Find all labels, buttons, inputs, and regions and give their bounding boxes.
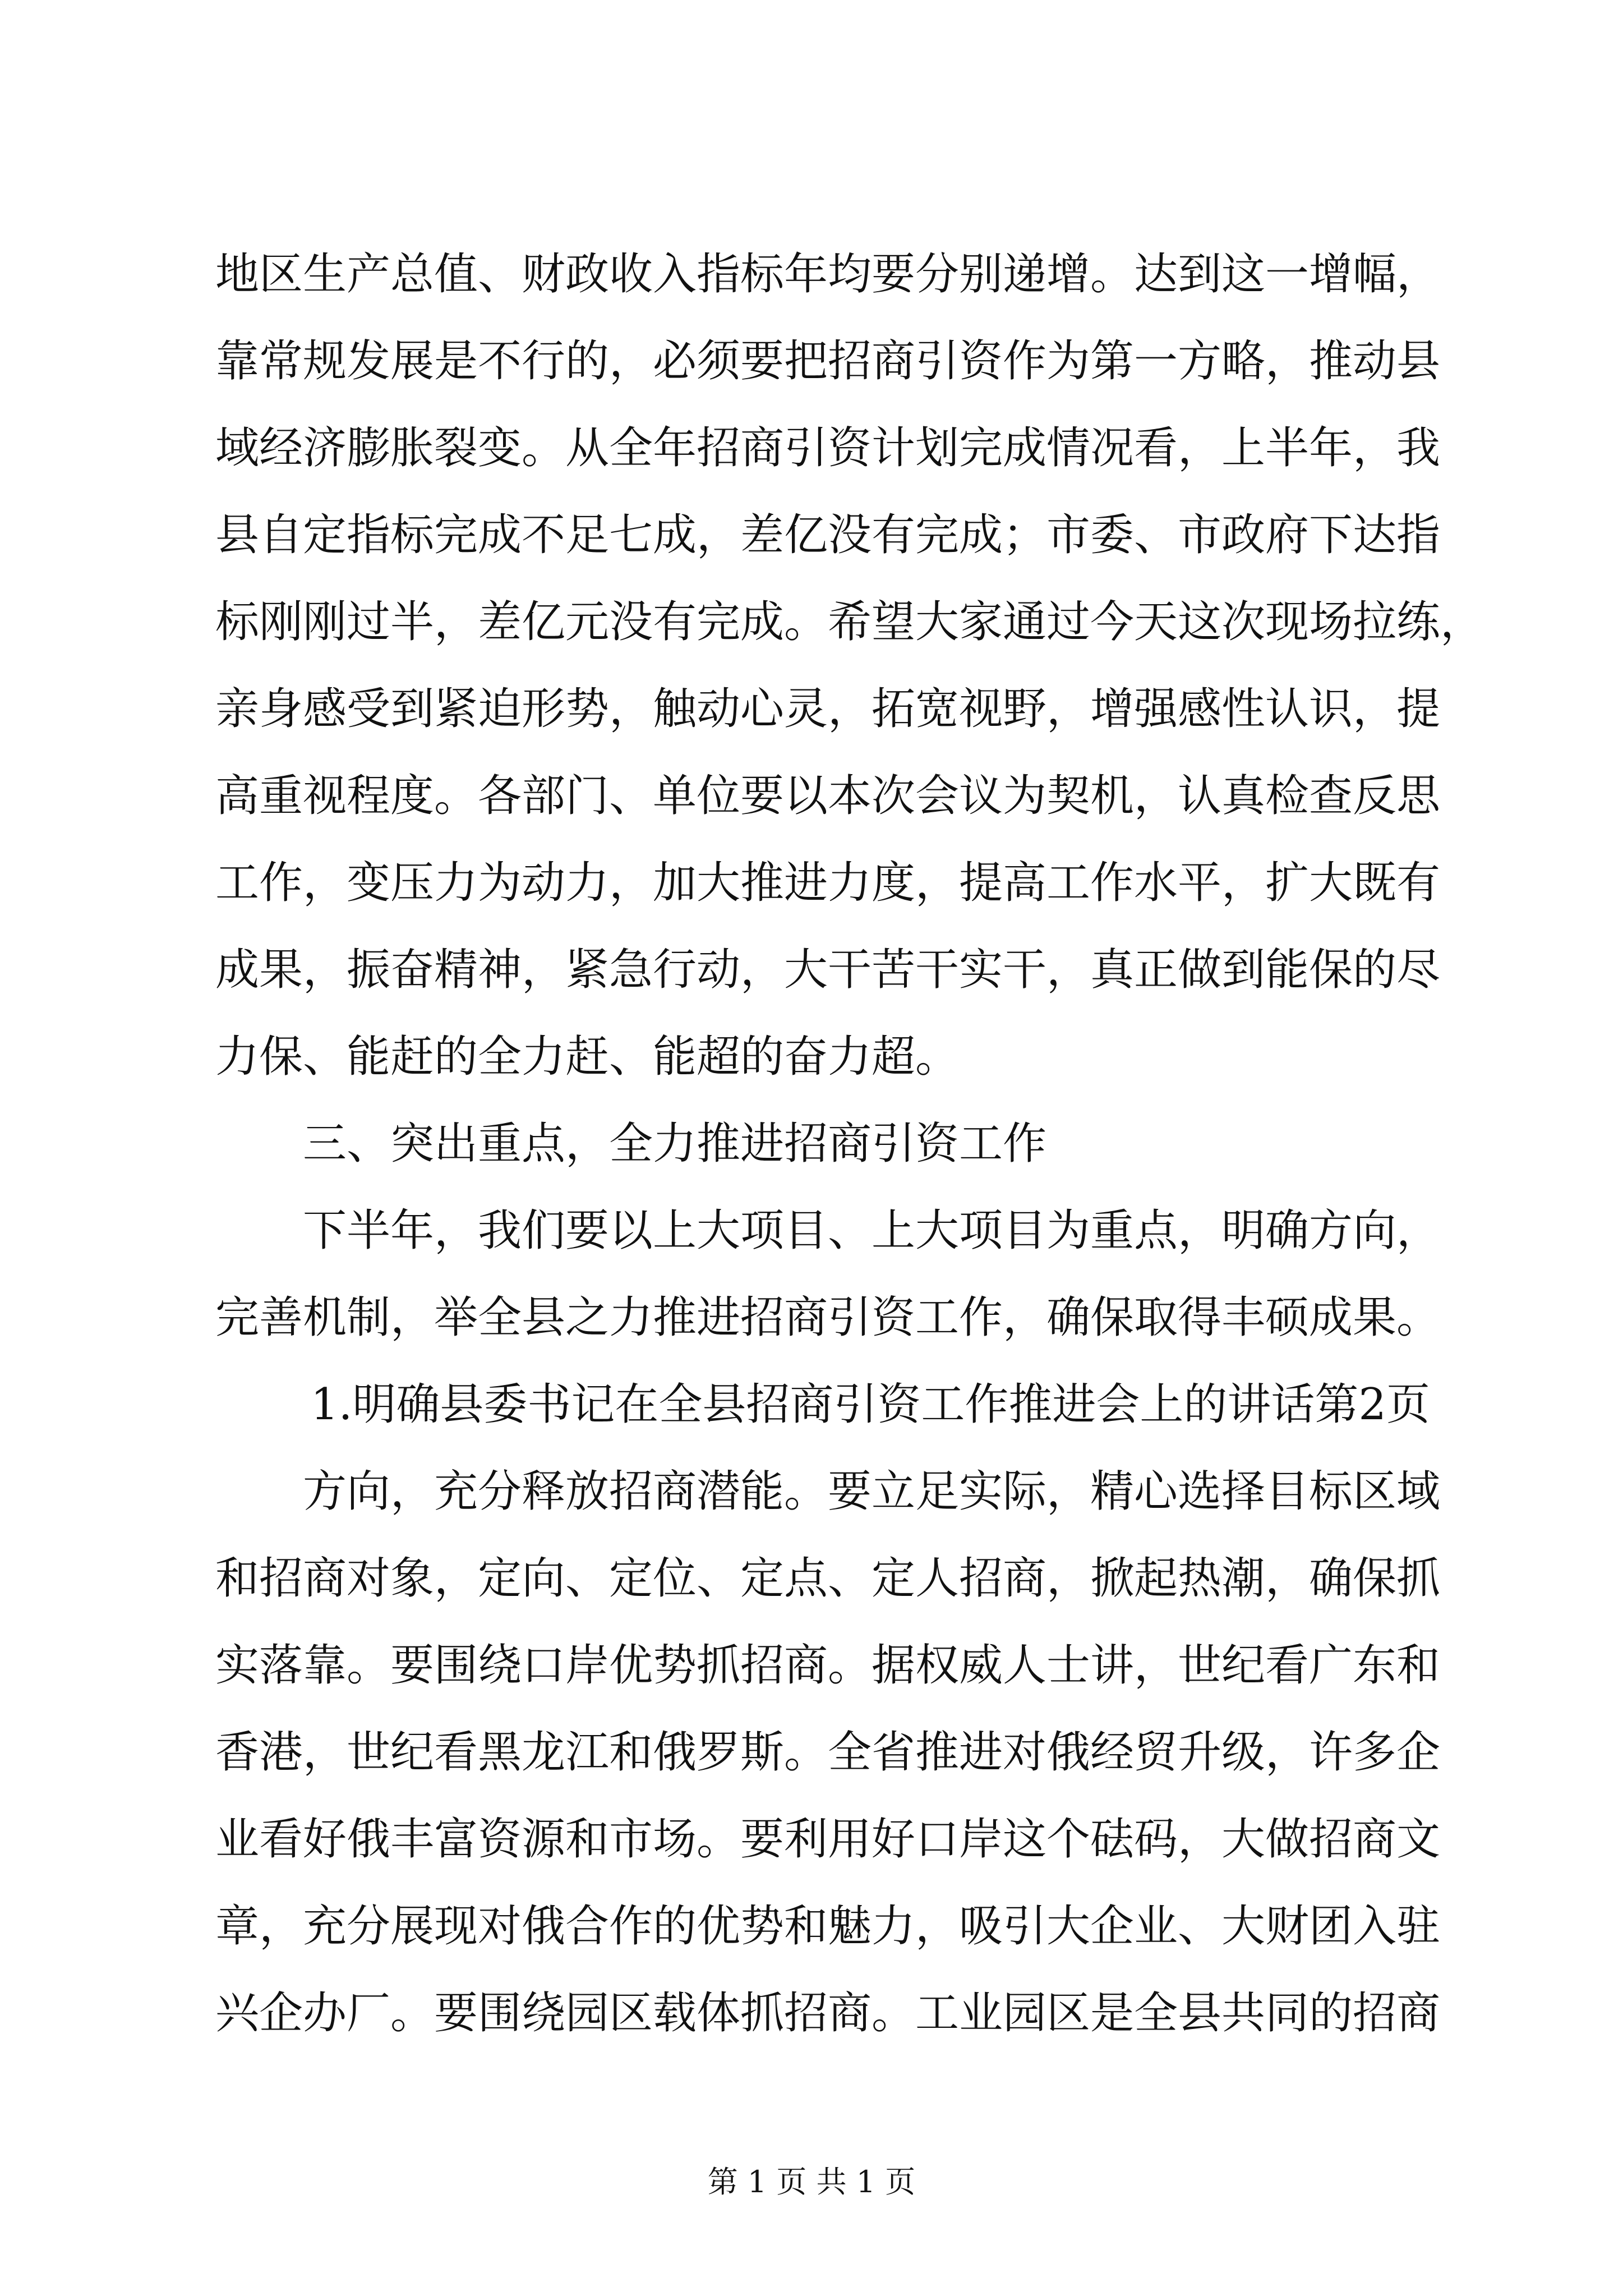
text-line: 地区生产总值、财政收入指标年均要分别递增。达到这一增幅， bbox=[215, 249, 1441, 300]
text-line: 成果，振奋精神，紧急行动，大干苦干实干，真正做到能保的尽 bbox=[215, 945, 1441, 995]
text-line: 高重视程度。各部门、单位要以本次会议为契机，认真检查反思 bbox=[215, 771, 1441, 821]
text-line: 兴企办厂。要围绕园区载体抓招商。工业园区是全县共同的招商 bbox=[215, 1988, 1441, 2039]
text-line: 香港，世纪看黑龙江和俄罗斯。全省推进对俄经贸升级，许多企 bbox=[215, 1727, 1441, 1778]
text-line: 方向，充分释放招商潜能。要立足实际，精心选择目标区域 bbox=[303, 1466, 1441, 1517]
text-line: 实落靠。要围绕口岸优势抓招商。据权威人士讲，世纪看广东和 bbox=[215, 1640, 1441, 1691]
text-line: 亲身感受到紧迫形势，触动心灵，拓宽视野，增强感性认识，提 bbox=[215, 684, 1441, 734]
numbered-item: 1.明确县委书记在全县招商引资工作推进会上的讲话第2页 bbox=[311, 1379, 1431, 1430]
text-line: 业看好俄丰富资源和市场。要利用好口岸这个砝码，大做招商文 bbox=[215, 1814, 1441, 1865]
text-line: 完善机制，举全县之力推进招商引资工作，确保取得丰硕成果。 bbox=[215, 1292, 1441, 1343]
text-line: 工作，变压力为动力，加大推进力度，提高工作水平，扩大既有 bbox=[215, 858, 1441, 908]
page-footer: 第 1 页 共 1 页 bbox=[707, 2164, 916, 2200]
text-line: 靠常规发展是不行的，必须要把招商引资作为第一方略，推动县 bbox=[215, 336, 1441, 386]
document-body bbox=[215, 231, 1484, 2057]
text-line: 县自定指标完成不足七成，差亿没有完成；市委、市政府下达指 bbox=[215, 510, 1441, 560]
text-line: 和招商对象，定向、定位、定点、定人招商，掀起热潮，确保抓 bbox=[215, 1553, 1441, 1604]
text-line: 域经济膨胀裂变。从全年招商引资计划完成情况看，上半年，我 bbox=[215, 423, 1441, 473]
section-heading: 三、突出重点，全力推进招商引资工作 bbox=[303, 1119, 1047, 1169]
text-line: 下半年，我们要以上大项目、上大项目为重点，明确方向， bbox=[303, 1205, 1441, 1256]
text-line: 章，充分展现对俄合作的优势和魅力，吸引大企业、大财团入驻 bbox=[215, 1901, 1441, 1952]
text-line: 力保、能赶的全力赶、能超的奋力超。 bbox=[215, 1032, 960, 1082]
text-line: 标刚刚过半，差亿元没有完成。希望大家通过今天这次现场拉练， bbox=[215, 597, 1484, 647]
